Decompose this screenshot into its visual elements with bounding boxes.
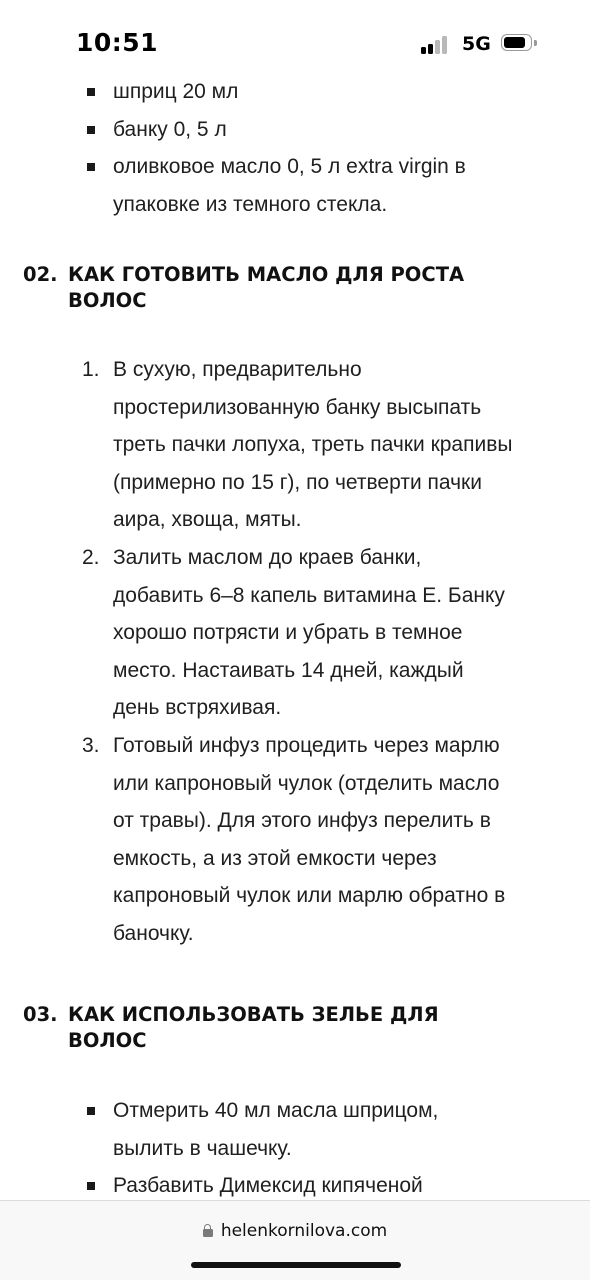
step-text: Готовый инфуз процедить через марлю или капроновый чулок (отделить масло от травы). Для этого инфуз перелить в емкость, а из этой емкости через капроновый чулок или марлю обратно в баночку. bbox=[113, 733, 506, 945]
step-item bbox=[0, 539, 505, 727]
step-number: 2. bbox=[82, 545, 100, 569]
usage-list bbox=[0, 1092, 493, 1200]
browser-url-bar[interactable] bbox=[0, 1200, 590, 1280]
supplies-list bbox=[0, 73, 513, 223]
list-item bbox=[0, 1167, 493, 1200]
list-item-text: Разбавить Димексид кипяченой bbox=[113, 1174, 423, 1198]
bullet-square-icon bbox=[87, 126, 95, 134]
lock-icon bbox=[203, 1224, 213, 1237]
list-item bbox=[0, 73, 513, 111]
bullet-square-icon bbox=[87, 1107, 95, 1115]
network-type: 5G bbox=[462, 33, 491, 55]
section-number: 02. bbox=[23, 263, 58, 286]
url-text: helenkornilova.com bbox=[220, 1221, 388, 1241]
list-item-text: шприц 20 мл bbox=[113, 80, 239, 103]
list-item bbox=[0, 111, 513, 149]
step-number: 3. bbox=[82, 733, 100, 757]
step-number: 1. bbox=[82, 358, 100, 381]
list-item-text: Отмерить 40 мл масла шприцом, вылить в чашечку. bbox=[113, 1099, 439, 1160]
list-item-text: оливковое масло 0, 5 л extra virgin в упаковке из темного стекла. bbox=[113, 155, 466, 216]
home-indicator[interactable] bbox=[191, 1262, 401, 1268]
section-title: КАК ГОТОВИТЬ МАСЛО ДЛЯ РОСТА ВОЛОС bbox=[68, 263, 465, 312]
address-field[interactable] bbox=[0, 1221, 590, 1241]
section-title: КАК ИСПОЛЬЗОВАТЬ ЗЕЛЬЕ ДЛЯ ВОЛОС bbox=[68, 1003, 439, 1052]
list-item bbox=[0, 1092, 483, 1167]
bullet-square-icon bbox=[87, 88, 95, 96]
bullet-square-icon bbox=[87, 1182, 95, 1190]
list-item bbox=[0, 148, 493, 223]
section-number: 03. bbox=[23, 1003, 58, 1026]
step-item bbox=[0, 351, 531, 539]
steps-list bbox=[0, 351, 531, 953]
bullet-square-icon bbox=[87, 163, 95, 171]
step-item bbox=[0, 727, 508, 953]
step-text: В сухую, предварительно простерилизованную банку высыпать треть пачки лопуха, треть пачки крапивы (примерно по 15 г), по четверти пачки аира, хвоща, мяты. bbox=[113, 358, 513, 532]
status-time: 10:51 bbox=[76, 28, 159, 57]
list-item-text: банку 0, 5 л bbox=[113, 117, 227, 141]
step-text: Залить маслом до краев банки, добавить 6–8 капель витамина Е. Банку хорошо потрясти и убрать в темное место. Настаивать 14 дней, каждый день встряхивая. bbox=[113, 545, 505, 720]
